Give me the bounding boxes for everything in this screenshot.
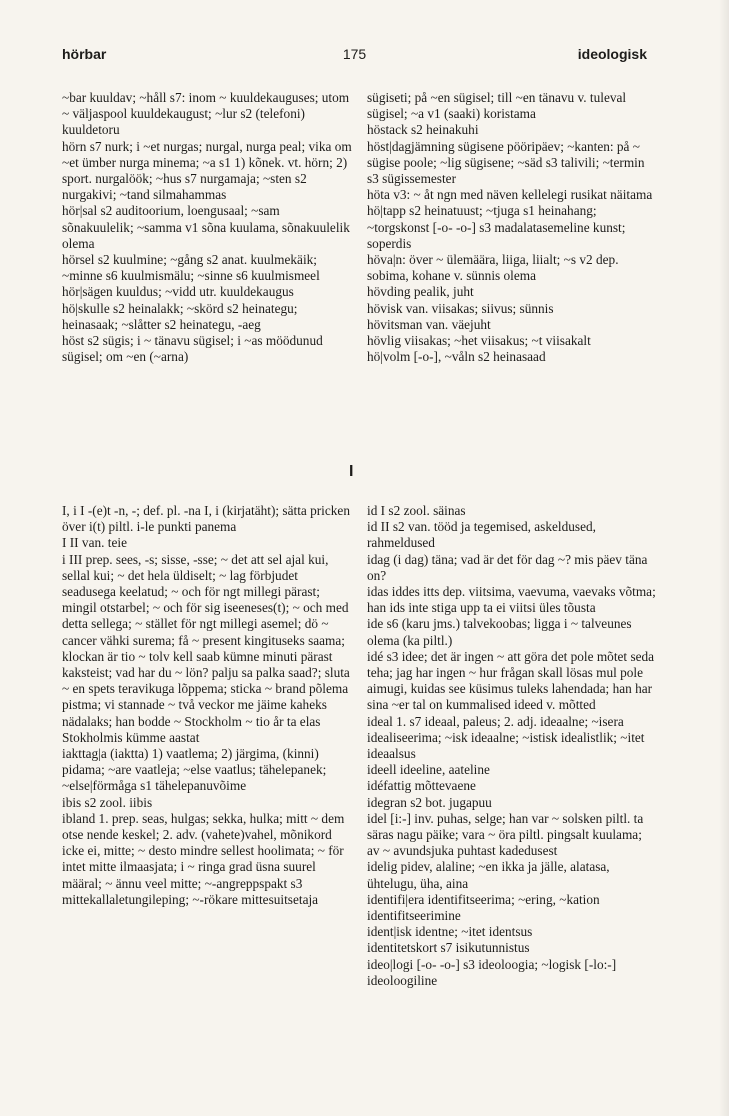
dictionary-entry: hövitsman van. väejuht xyxy=(367,316,491,332)
dictionary-entry: ibland 1. prep. seas, hulgas; sekka, hulka; mitt ~ dem otse nende keskel; 2. adv. (vahete)vahel, mõnikord xyxy=(62,810,345,843)
dictionary-entry: identifi|era identifitseerima; ~ering, ~kation identifitseerimine xyxy=(367,891,600,924)
dictionary-entry: idéfattig mõttevaene xyxy=(367,778,476,794)
dictionary-entry: ideal 1. s7 ideaal, paleus; 2. adj. ideaalne; ~isera idealiseerima; ~isk ideaalne; ~istisk idealistlik; ~itet ideaalsus xyxy=(367,713,645,762)
column-top-right xyxy=(367,90,657,365)
dictionary-entry: ideo|logi [-o- -o-] s3 ideoloogia; ~logisk [-lo:-] ideoloogiline xyxy=(367,956,617,988)
dictionary-entry: identitetskort s7 isikutunnistus xyxy=(367,940,530,956)
dictionary-entry: i III prep. sees, -s; sisse, -sse; ~ det att sel ajal kui, sellal kui; ~ det hela üldiselt; ~ lag förbjudet seadusega keelatud; ~ och för ngt millegi pärast; mingil otstarbel; ~ och för sig iseeneses(t); ~ och med detta sellega; ~ stället för ngt millegi asemel; dö ~ cancer vähki surema; få ~ present kingituseks saama; klockan är tio ~ tolv kell saab kümne minuti pärast kaksteist; vad har du ~ lön? palju sa palka saad?; sluta ~ en spets teravikuga lõppema; sticka ~ brand põlema pistma; vi stannade ~ två veckor me jäime kaheks nädalaks; han bodde ~ Stockholm ~ tio år ta elas Stokholmis kümme aastat xyxy=(62,551,350,745)
section-letter: I xyxy=(349,463,354,480)
dictionary-entry: hövlig viisakas; ~het viisakus; ~t viisakalt xyxy=(367,333,591,349)
dictionary-entry: hö|tapp s2 heinatuust; ~tjuga s1 heinahang; ~torgskonst [-o- -o-] s3 madalatasemeline kunst; soperdis xyxy=(367,203,626,251)
dictionary-entry: idegran s2 bot. jugapuu xyxy=(367,794,492,810)
dictionary-entry: idé s3 idee; det är ingen ~ att göra det pole mõtet seda teha; jag har ingen ~ hur frågan skall lösas mul pole aimugi, kuidas see küsimus tuleks lahendada; han har sina ~er tal on kummalised ideed v. mõtted xyxy=(367,648,655,713)
column-bottom-left xyxy=(62,503,352,908)
dictionary-entry: hö|skulle s2 heinalakk; ~skörd s2 heinategu; heinasaak; ~slåtter s2 heinategu, -aeg xyxy=(62,300,298,332)
dictionary-entry: ide s6 (karu jms.) talvekoobas; ligga i ~ talveunes olema (ka piltl.) xyxy=(367,616,632,648)
dictionary-entry: ibis s2 zool. iibis xyxy=(62,794,153,810)
dictionary-entry: hör|sägen kuuldus; ~vidd utr. kuuldekaugus xyxy=(62,284,294,300)
page-header xyxy=(62,46,647,68)
dictionary-entry: I, i I -(e)t -n, -; def. pl. -na I, i (kirjatäht); sätta pricken över i(t) piltl. i-le punkti panema xyxy=(62,503,350,535)
dictionary-entry: id I s2 zool. säinas xyxy=(367,503,466,518)
column-top-left xyxy=(62,90,352,365)
dictionary-entry: idag (i dag) täna; vad är det för dag ~? mis päev täna on? xyxy=(367,551,648,583)
dictionary-entry: hörsel s2 kuulmine; ~gång s2 anat. kuulmekäik; ~minne s6 kuulmismälu; ~sinne s6 kuulmismeel xyxy=(62,252,320,284)
header-left-guideword: hörbar xyxy=(62,46,107,62)
dictionary-entry: hövding pealik, juht xyxy=(367,284,474,300)
dictionary-entry: idas iddes itts dep. viitsima, vaevuma, vaevaks võtma; han ids inte stiga upp ta ei viitsi üles tõusta xyxy=(367,584,656,616)
dictionary-entry: idel [i:-] inv. puhas, selge; han var ~ solsken piltl. ta säras nagu päike; vara ~ öra piltl. pingsalt kuulama; av ~ avundsjuka puhtast kadedusest xyxy=(367,810,644,859)
dictionary-entry: hövisk van. viisakas; siivus; sünnis xyxy=(367,300,554,316)
dictionary-entry: höst|dagjämning sügisene pööripäev; ~kanten: på ~ sügise poole; ~lig sügisene; ~säd s3 talivili; ~termin s3 sügissemester xyxy=(367,138,645,187)
dictionary-entry: höstack s2 heinakuhi xyxy=(367,122,479,138)
dictionary-entry: hö|volm [-o-], ~våln s2 heinasaad xyxy=(367,349,546,365)
dictionary-entry: hörn s7 nurk; i ~et nurgas; nurgal, nurga peal; vika om ~et ümber nurga minema; ~a s1 1) kõnek. vt. hörn; 2) sport. nurgalöök; ~hus s7 nurgamaja; ~sten s2 nurgakivi; ~tand silmahammas xyxy=(62,138,352,203)
dictionary-entry: ~bar kuuldav; ~håll s7: inom ~ kuuldekauguses; utom ~ väljaspool kuuldekaugust; ~lur s2 (telefoni) kuuldetoru xyxy=(62,90,350,138)
dictionary-entry: ident|isk identne; ~itet identsus xyxy=(367,924,533,940)
dictionary-entry: sügiseti; på ~en sügisel; till ~en tänavu v. tuleval sügisel; ~a v1 (saaki) koristama xyxy=(367,90,627,122)
dictionary-entry: I II van. teie xyxy=(62,535,127,551)
header-right-guideword: ideologisk xyxy=(577,46,647,62)
page-edge-shadow xyxy=(719,0,729,1116)
dictionary-entry: icke ei, mitte; ~ desto mindre sellest hoolimata; ~ för intet mitte ilmaasjata; i ~ ringa grad üsna suurel määral; ~ ännu veel mitte; ~-angreppspakt s3 mittekallaletungileping; ~-rökare mittesuitsetaja xyxy=(62,843,344,907)
dictionary-entry: hör|sal s2 auditoorium, loengusaal; ~sam sõnakuulelik; ~samma v1 sõna kuulama, sõnakuulelik olema xyxy=(62,203,350,251)
dictionary-entry: idelig pidev, alaline; ~en ikka ja jälle, alatasa, ühtelugu, üha, aina xyxy=(367,859,610,891)
dictionary-entry: ideell ideeline, aateline xyxy=(367,762,490,778)
dictionary-entry: id II s2 van. tööd ja tegemised, askeldused, rahmeldused xyxy=(367,519,596,551)
dictionary-entry: höst s2 sügis; i ~ tänavu sügisel; i ~as möödunud sügisel; om ~en (~arna) xyxy=(62,333,323,365)
page-number: 175 xyxy=(342,46,367,62)
dictionary-entry: höva|n: över ~ ülemäära, liiga, liialt; ~s v2 dep. sobima, kohane v. sünnis olema xyxy=(367,252,619,284)
column-bottom-right xyxy=(367,503,657,989)
dictionary-entry: iakttag|a (iaktta) 1) vaatlema; 2) järgima, (kinni) pidama; ~are vaatleja; ~else vaatlus; tähelepanek; ~else|förmåga s1 tähelepanuvõime xyxy=(62,746,327,794)
dictionary-entry: höta v3: ~ åt ngn med näven kellelegi rusikat näitama xyxy=(367,187,653,203)
